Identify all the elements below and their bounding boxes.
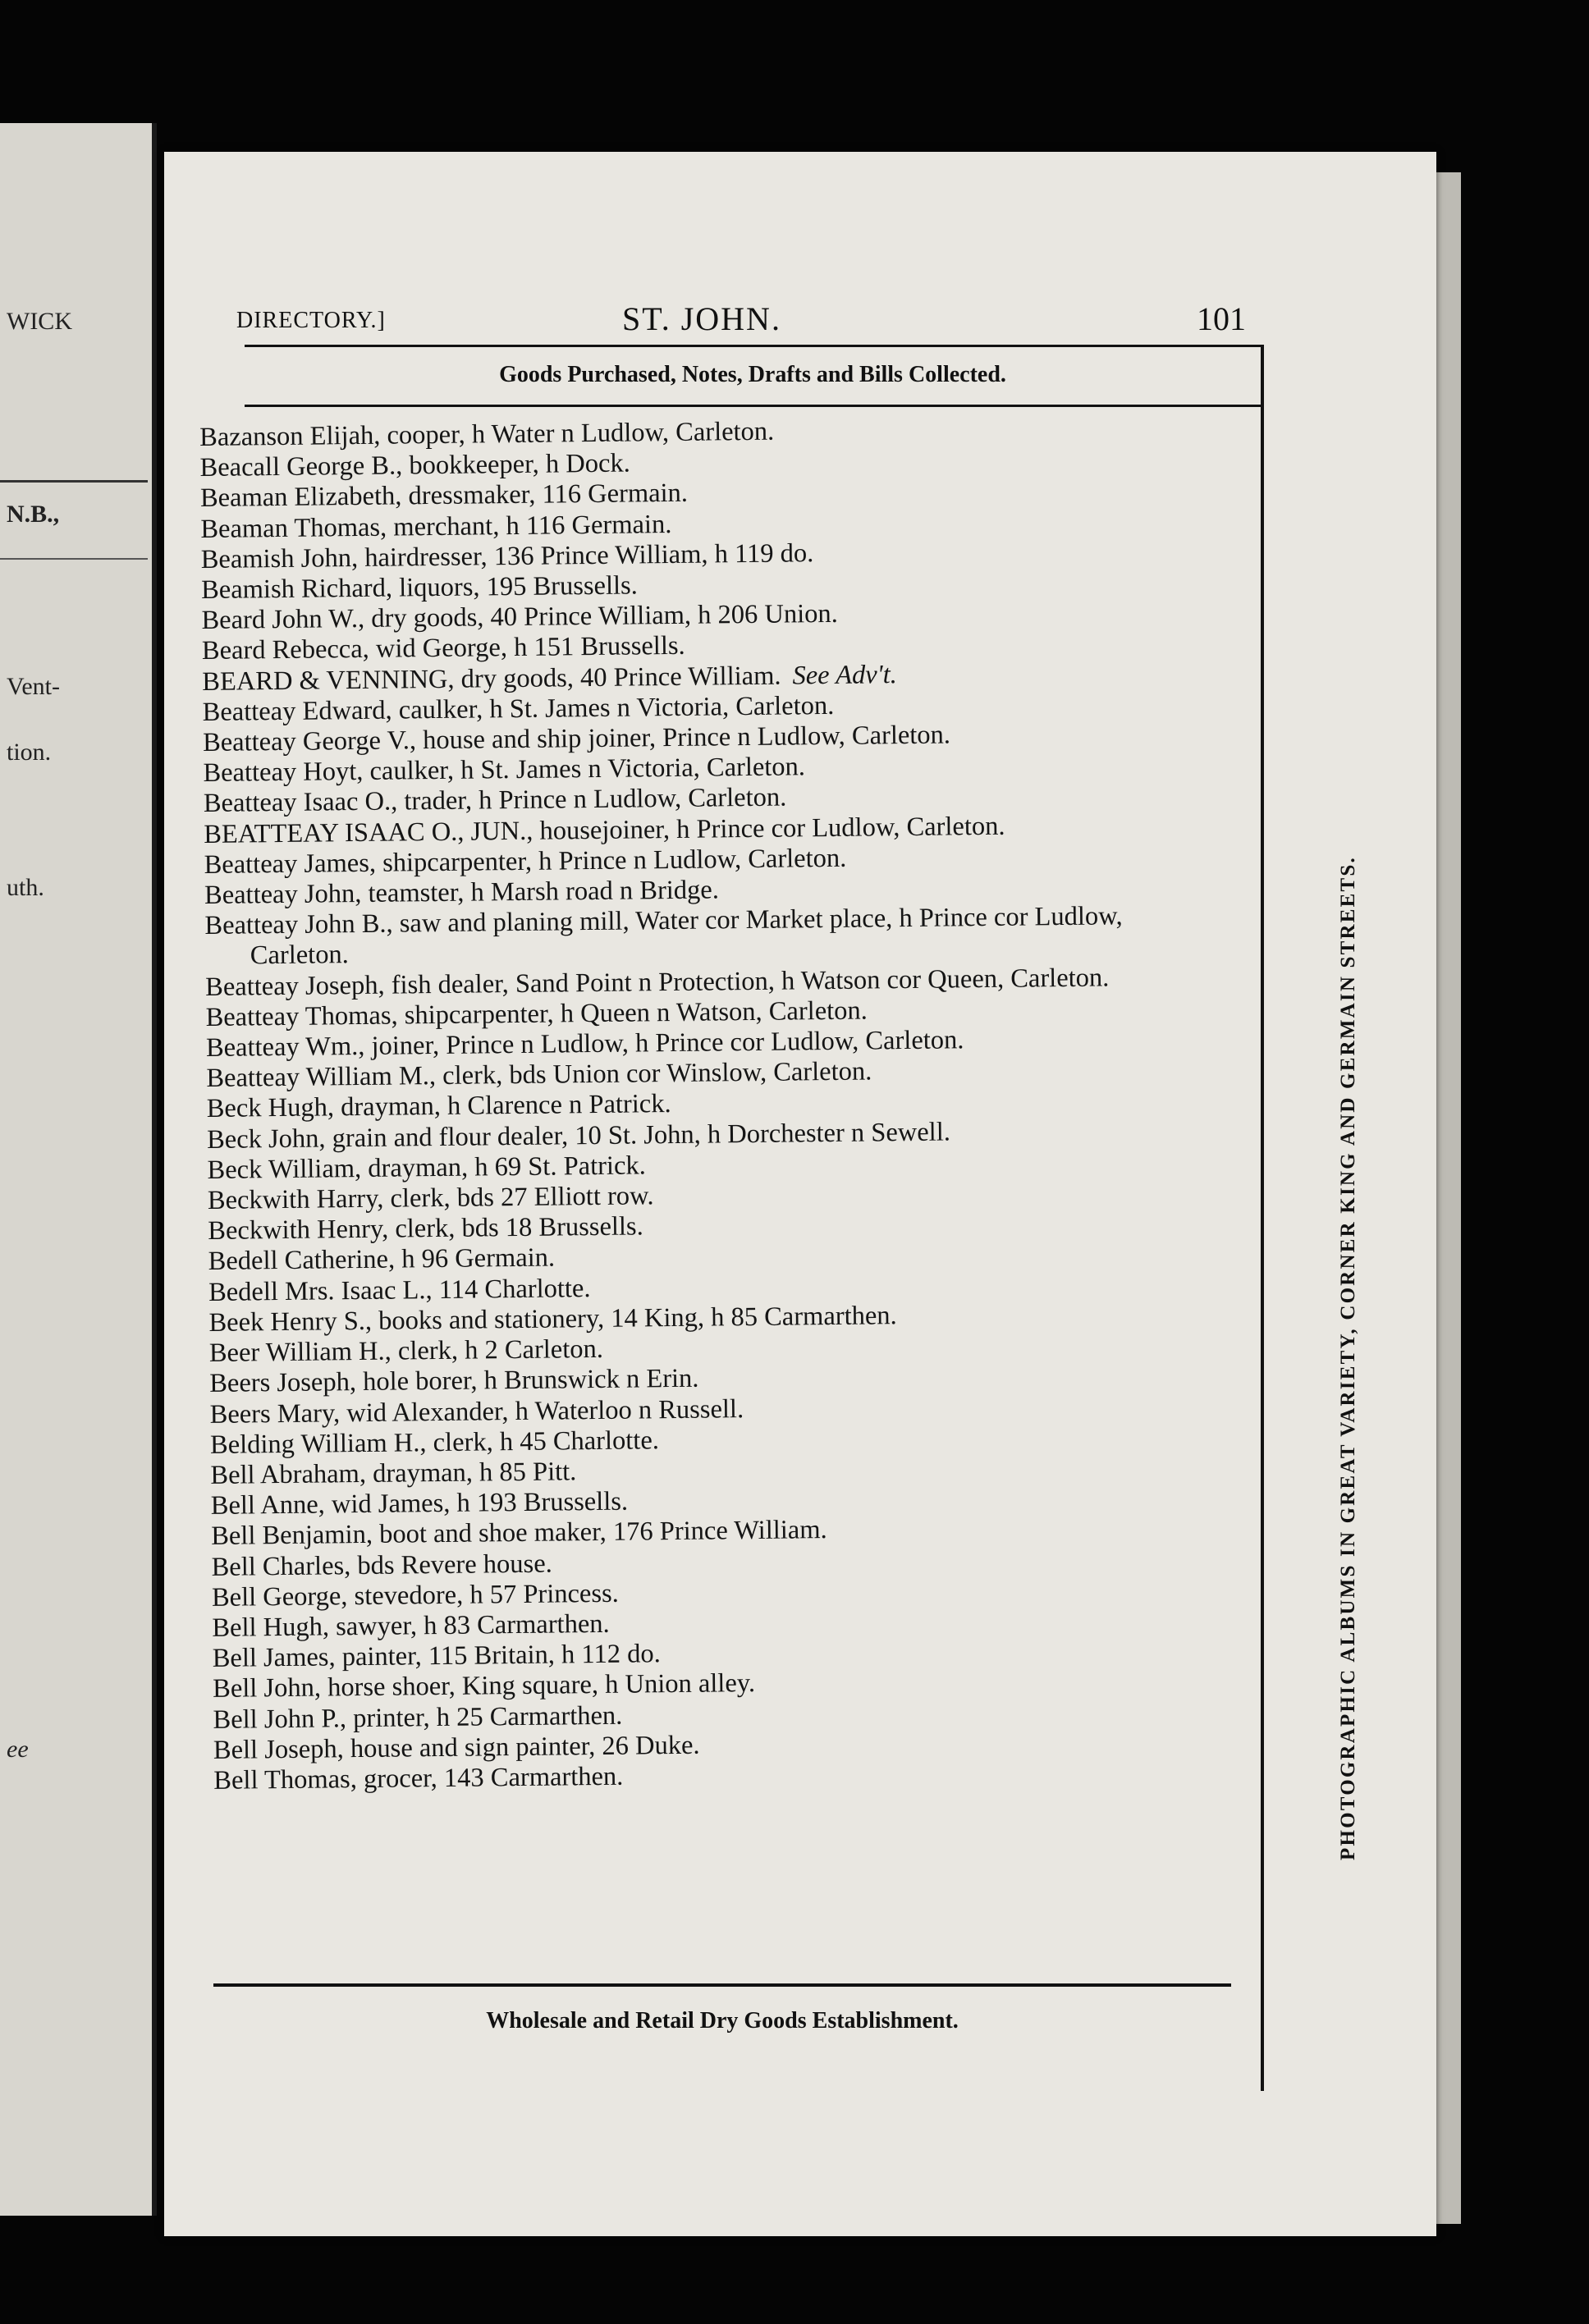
adjacent-page <box>0 123 157 2216</box>
bottom-banner: Wholesale and Retail Dry Goods Establishment. <box>486 2008 959 2034</box>
entry-text: Beatteay James, shipcarpenter, h Prince n Ludlow, Carleton. <box>204 843 847 880</box>
section-title: DIRECTORY.] <box>236 308 386 333</box>
entry-text: Beatteay John, teamster, h Marsh road n Bridge. <box>204 875 720 911</box>
entry-text: Beatteay Isaac O., trader, h Prince n Ludlow, Carleton. <box>203 782 787 819</box>
page-title: ST. JOHN. <box>622 300 781 337</box>
entry-text: Bell Anne, wid James, h 193 Brussells. <box>210 1486 629 1521</box>
advert-note: See Adv't. <box>792 659 897 691</box>
entry-text: Beatteay Thomas, shipcarpenter, h Queen n Watson, Carleton. <box>205 995 868 1032</box>
entries-frame <box>199 345 1264 2091</box>
entry-text: Beaman Thomas, merchant, h 116 Germain. <box>200 509 672 544</box>
entry-text: Beers Mary, wid Alexander, h Waterloo n Russell. <box>209 1393 744 1430</box>
divider <box>0 480 148 483</box>
entry-text: Bell Abraham, drayman, h 85 Pitt. <box>210 1457 577 1490</box>
margin-fragment: uth. <box>7 874 44 901</box>
entry-text: Belding William H., clerk, h 45 Charlotte. <box>209 1425 660 1460</box>
entry-text: Beatteay William M., clerk, bds Union cor Winslow, Carleton. <box>206 1056 872 1094</box>
entry-text: Beamish John, hairdresser, 136 Prince William, h 119 do. <box>200 538 814 574</box>
entry-text: Beek Henry S., books and stationery, 14 King, h 85 Carmarthen. <box>208 1301 897 1338</box>
entry-text: Beatteay Joseph, fish dealer, Sand Point n Protection, h Watson cor Queen, Carleton. <box>205 963 1110 1002</box>
entry-text: Beckwith Henry, clerk, bds 18 Brussells. <box>208 1211 643 1247</box>
entry-text: Beck William, drayman, h 69 St. Patrick. <box>207 1151 646 1185</box>
entry-text: Bell Hugh, sawyer, h 83 Carmarthen. <box>212 1608 610 1643</box>
divider <box>245 405 1261 407</box>
entry-text: Beatteay George V., house and ship joiner, Prince n Ludlow, Carleton. <box>202 720 951 758</box>
entry-text: Bell Joseph, house and sign painter, 26 Duke. <box>213 1730 700 1765</box>
entry-text: Beard John W., dry goods, 40 Prince William, h 206 Union. <box>201 599 839 636</box>
entry-text: Beckwith Harry, clerk, bds 27 Elliott row. <box>207 1181 654 1216</box>
entry-text: Beaman Elizabeth, dressmaker, 116 Germain. <box>199 478 689 514</box>
entry-text: Beers Joseph, hole borer, h Brunswick n Erin. <box>209 1363 699 1399</box>
margin-fragment: N.B., <box>7 501 60 528</box>
page-edge <box>1436 172 1461 2224</box>
entry-text: BEATTEAY ISAAC O., JUN., housejoiner, h Prince cor Ludlow, Carleton. <box>204 811 1005 849</box>
margin-fragment: ee <box>7 1736 29 1763</box>
entry-text: Beck Hugh, drayman, h Clarence n Patrick. <box>206 1089 671 1124</box>
entry-text: Bell George, stevedore, h 57 Princess. <box>211 1578 619 1613</box>
entry-text: Beatteay Hoyt, caulker, h St. James n Victoria, Carleton. <box>203 752 806 789</box>
entry-text: Bedell Catherine, h 96 Germain. <box>208 1243 556 1277</box>
entry-text: BEARD & VENNING, dry goods, 40 Prince William. <box>202 661 781 697</box>
entry-text: Beer William H., clerk, h 2 Carleton. <box>208 1334 604 1369</box>
entry-text: Bell Thomas, grocer, 143 Carmarthen. <box>213 1761 624 1796</box>
entry-text: Bell Charles, bds Revere house. <box>211 1549 552 1582</box>
side-banner: PHOTOGRAPHIC ALBUMS IN GREAT VARIETY, CORNER KING AND GERMAIN STREETS. <box>1337 856 1359 1860</box>
running-header <box>236 291 1246 341</box>
entry-text: Bazanson Elijah, cooper, h Water n Ludlow, Carleton. <box>199 416 775 452</box>
margin-fragment: WICK <box>7 308 72 335</box>
margin-fragment: tion. <box>7 739 52 766</box>
divider <box>213 1983 1231 1987</box>
directory-entries <box>199 412 1223 1796</box>
entry-text: Beck John, grain and flour dealer, 10 St. John, h Dorchester n Sewell. <box>206 1117 951 1155</box>
entry-text: Bell John P., printer, h 25 Carmarthen. <box>213 1700 623 1735</box>
top-banner: Goods Purchased, Notes, Drafts and Bills Collected. <box>499 362 1006 387</box>
entry-text: Beacall George B., bookkeeper, h Dock. <box>199 448 630 483</box>
entry-text: Beatteay John B., saw and planing mill, Water cor Market place, h Prince cor Ludlow, Carleton. <box>204 901 1123 971</box>
entry-text: Bell Benjamin, boot and shoe maker, 176 Prince William. <box>211 1515 827 1552</box>
divider <box>0 558 148 560</box>
page-number: 101 <box>1197 300 1246 337</box>
entry-text: Bedell Mrs. Isaac L., 114 Charlotte. <box>208 1273 591 1307</box>
entry-text: Beamish Richard, liquors, 195 Brussells. <box>200 570 638 606</box>
entry-text: Bell James, painter, 115 Britain, h 112 do. <box>212 1639 661 1674</box>
entry-text: Bell John, horse shoer, King square, h Union alley. <box>212 1668 756 1704</box>
directory-page <box>164 152 1436 2236</box>
margin-fragment: Vent- <box>7 673 60 700</box>
entry-text: Beatteay Wm., joiner, Prince n Ludlow, h Prince cor Ludlow, Carleton. <box>205 1025 964 1064</box>
entry-text: Beard Rebecca, wid George, h 151 Brussells. <box>201 631 685 666</box>
directory-entry <box>204 900 1215 972</box>
entry-text: Beatteay Edward, caulker, h St. James n Victoria, Carleton. <box>202 690 835 727</box>
